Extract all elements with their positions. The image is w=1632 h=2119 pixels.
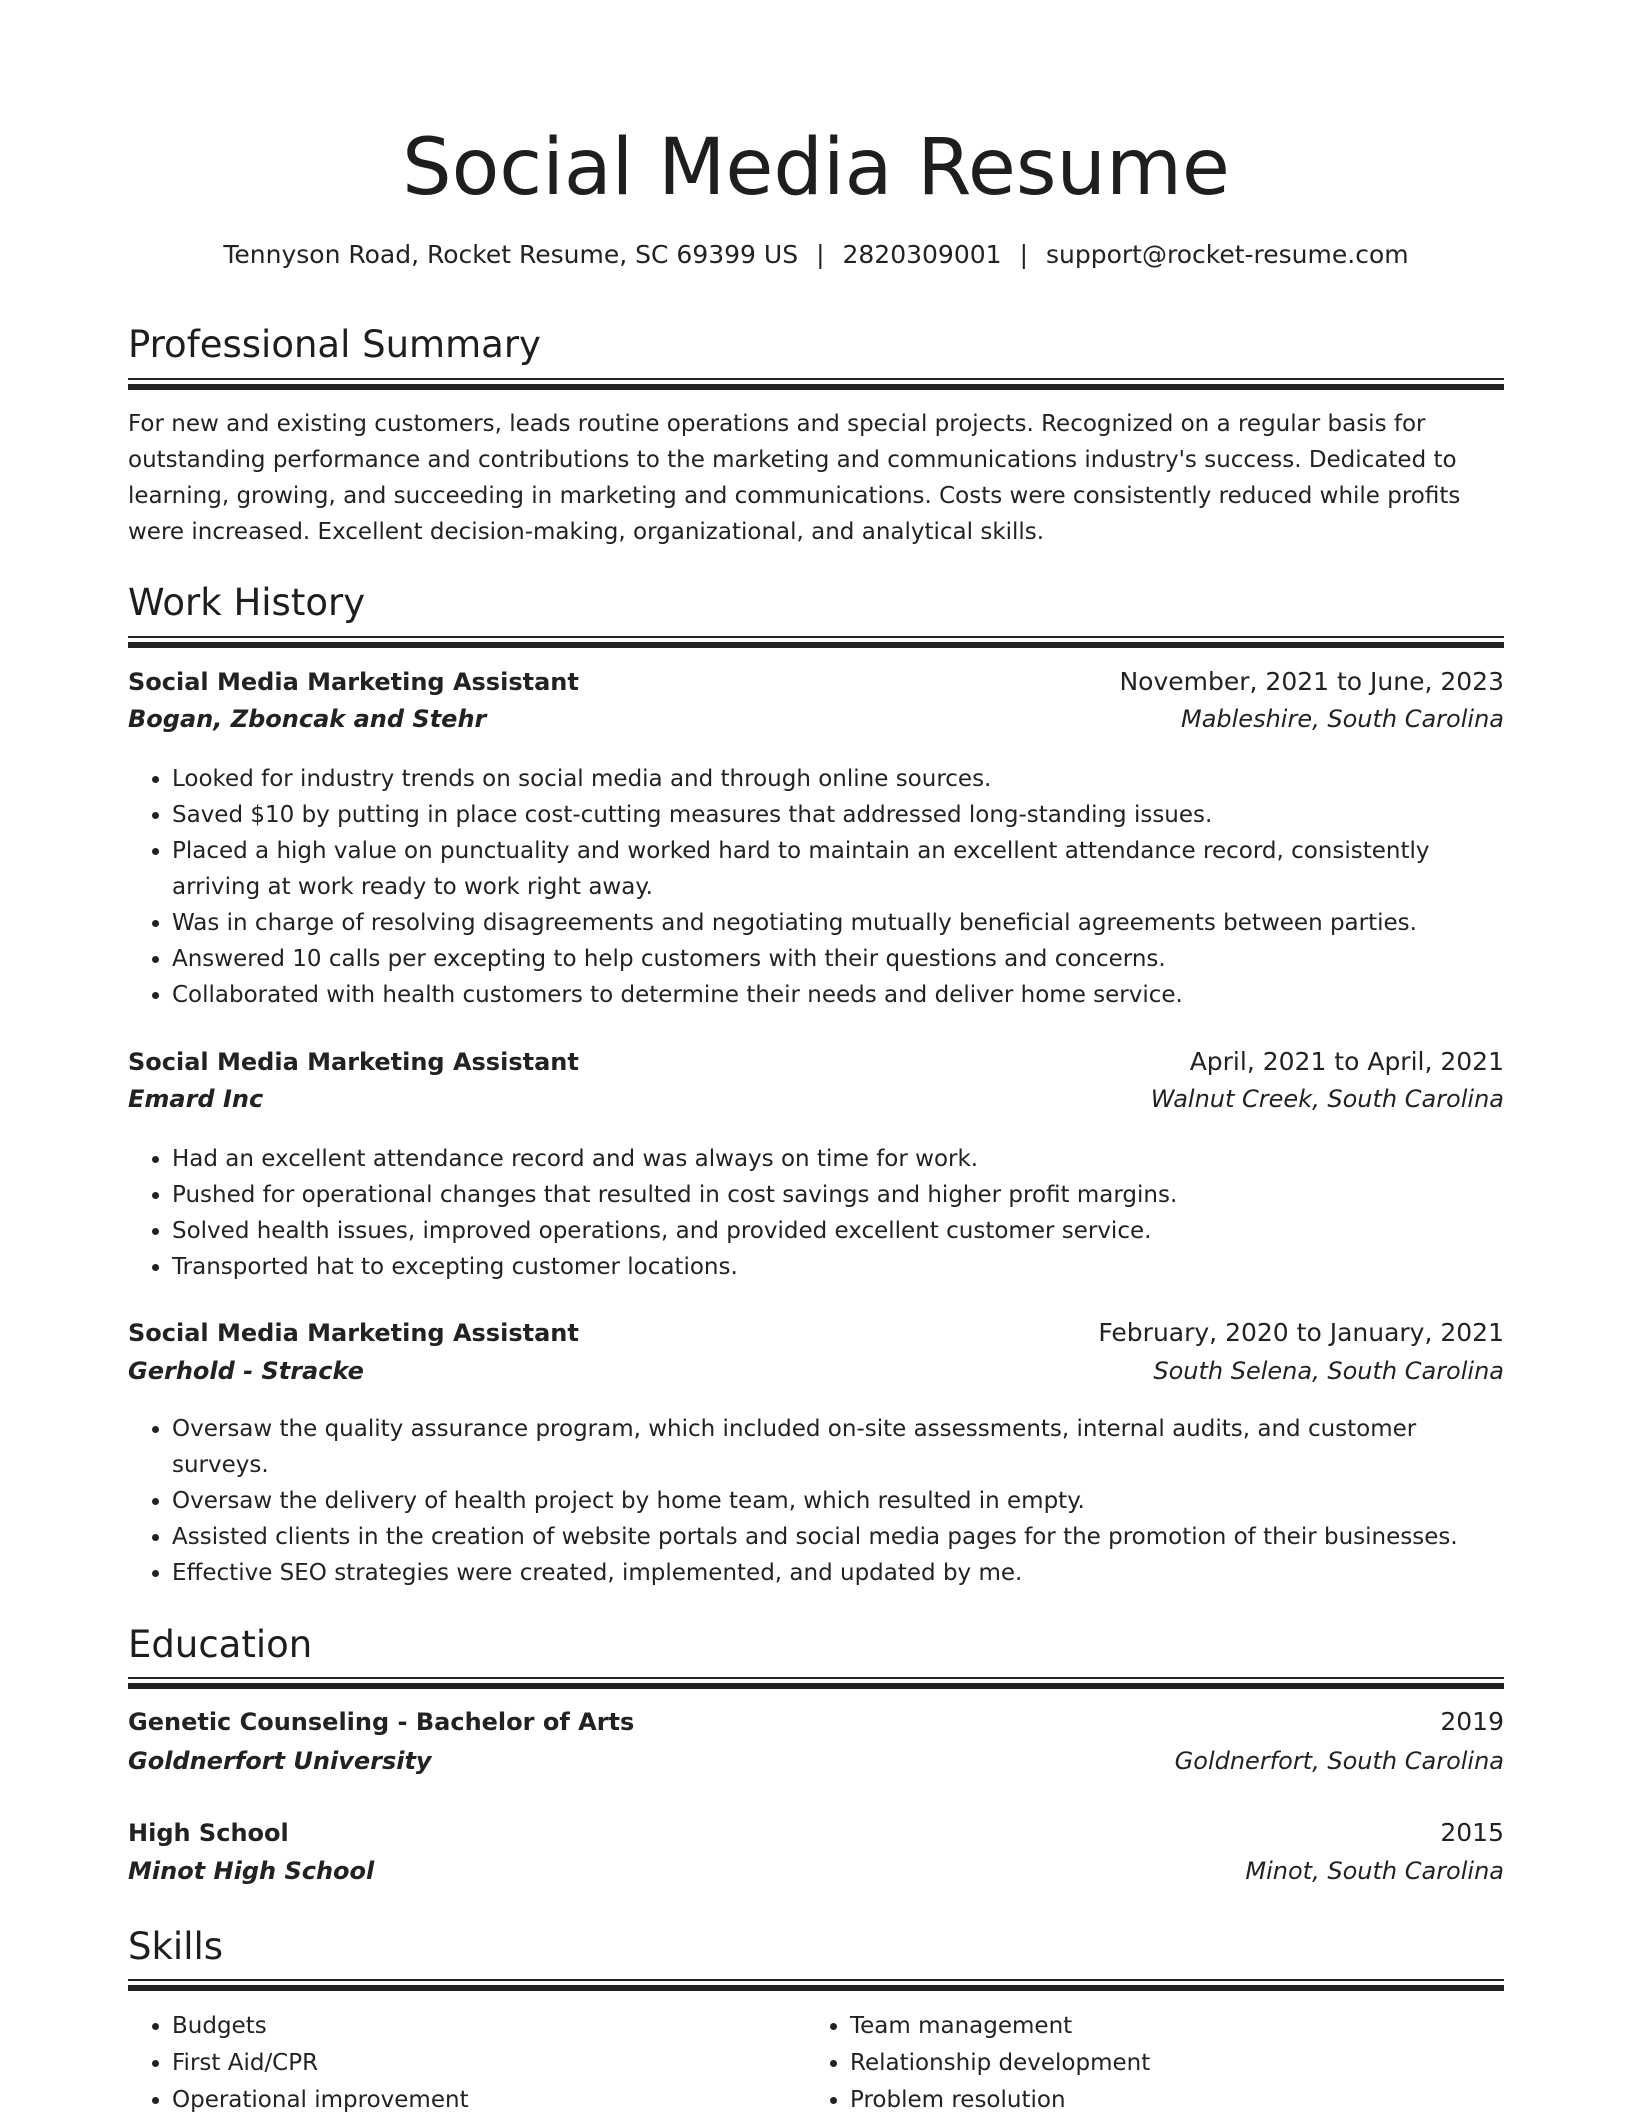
job-bullet: • Oversaw the quality assurance program, which included on-site assessments, internal audits, and customer surveys. bbox=[172, 1411, 1504, 1483]
job-dates: April, 2021 to April, 2021 bbox=[1189, 1047, 1504, 1076]
job-location: Mableshire, South Carolina bbox=[1180, 705, 1504, 733]
section-title-skills: Skills bbox=[128, 1925, 224, 1968]
education-year: 2015 bbox=[1440, 1818, 1504, 1847]
skills-list-right bbox=[806, 2008, 1446, 2119]
job-bullet: • Collaborated with health customers to determine their needs and deliver home service. bbox=[172, 977, 1504, 1013]
job-bullets bbox=[128, 1141, 1504, 1285]
job-header bbox=[128, 1318, 1504, 1356]
job-company: Gerhold - Stracke bbox=[128, 1357, 364, 1385]
contact-email: support@rocket-resume.com bbox=[1046, 240, 1409, 269]
contact-line bbox=[128, 238, 1504, 272]
education-degree: High School bbox=[128, 1819, 289, 1847]
education-school: Goldnerfort University bbox=[128, 1747, 432, 1775]
job-bullet: • Assisted clients in the creation of website portals and social media pages for the promotion of their businesses. bbox=[172, 1519, 1504, 1555]
job-bullet: • Answered 10 calls per excepting to help customers with their questions and concerns. bbox=[172, 941, 1504, 977]
job-bullet: • Pushed for operational changes that resulted in cost savings and higher profit margins. bbox=[172, 1177, 1504, 1213]
education-location: Minot, South Carolina bbox=[1245, 1857, 1504, 1885]
job-title: Social Media Marketing Assistant bbox=[128, 1319, 579, 1347]
job-title: Social Media Marketing Assistant bbox=[128, 668, 579, 696]
skill-item: • Operational improvement bbox=[172, 2082, 768, 2119]
section-divider bbox=[128, 636, 1504, 648]
contact-separator: | bbox=[1019, 240, 1028, 269]
contact-address: Tennyson Road, Rocket Resume, SC 69399 US bbox=[223, 240, 799, 269]
job-bullets bbox=[128, 761, 1504, 1013]
job-company: Bogan, Zboncak and Stehr bbox=[128, 705, 487, 733]
education-subheader bbox=[128, 1747, 1504, 1785]
contact-phone: 2820309001 bbox=[842, 240, 1002, 269]
section-title-work-history: Work History bbox=[128, 581, 366, 624]
job-bullet: • Saved $10 by putting in place cost-cutting measures that addressed long-standing issues. bbox=[172, 797, 1504, 833]
skill-item: • Team management bbox=[850, 2008, 1446, 2045]
job-title: Social Media Marketing Assistant bbox=[128, 1048, 579, 1076]
section-title-summary: Professional Summary bbox=[128, 323, 541, 366]
section-divider bbox=[128, 378, 1504, 390]
job-dates: November, 2021 to June, 2023 bbox=[1119, 667, 1504, 696]
job-subheader bbox=[128, 1085, 1504, 1123]
job-bullet: • Oversaw the delivery of health project by home team, which resulted in empty. bbox=[172, 1483, 1504, 1519]
job-bullet: • Placed a high value on punctuality and worked hard to maintain an excellent attendance record, consistently arriving at work ready to work right away. bbox=[172, 833, 1504, 905]
job-bullet: • Transported hat to excepting customer locations. bbox=[172, 1249, 1504, 1285]
contact-separator: | bbox=[816, 240, 825, 269]
job-bullet: • Solved health issues, improved operations, and provided excellent customer service. bbox=[172, 1213, 1504, 1249]
job-header bbox=[128, 1047, 1504, 1085]
education-year: 2019 bbox=[1440, 1707, 1504, 1736]
skill-item: • First Aid/CPR bbox=[172, 2045, 768, 2082]
job-bullets bbox=[128, 1411, 1504, 1591]
skills-list-left bbox=[128, 2008, 768, 2119]
section-divider bbox=[128, 1979, 1504, 1991]
education-header bbox=[128, 1707, 1504, 1745]
section-title-education: Education bbox=[128, 1623, 313, 1666]
skill-item: • Relationship development bbox=[850, 2045, 1446, 2082]
job-bullet: • Had an excellent attendance record and was always on time for work. bbox=[172, 1141, 1504, 1177]
job-dates: February, 2020 to January, 2021 bbox=[1098, 1318, 1504, 1347]
job-subheader bbox=[128, 705, 1504, 743]
job-location: Walnut Creek, South Carolina bbox=[1150, 1085, 1504, 1113]
education-subheader bbox=[128, 1857, 1504, 1895]
job-header bbox=[128, 667, 1504, 705]
skill-item: • Budgets bbox=[172, 2008, 768, 2045]
education-school: Minot High School bbox=[128, 1857, 375, 1885]
job-company: Emard Inc bbox=[128, 1085, 264, 1113]
job-location: South Selena, South Carolina bbox=[1153, 1357, 1504, 1385]
section-divider bbox=[128, 1677, 1504, 1689]
resume-name: Social Media Resume bbox=[402, 123, 1230, 213]
education-header bbox=[128, 1818, 1504, 1856]
education-degree: Genetic Counseling - Bachelor of Arts bbox=[128, 1708, 635, 1736]
education-location: Goldnerfort, South Carolina bbox=[1174, 1747, 1504, 1775]
job-bullet: • Effective SEO strategies were created, implemented, and updated by me. bbox=[172, 1555, 1504, 1591]
summary-text: For new and existing customers, leads routine operations and special projects. Recognized on a regular basis for outstanding performance and contributions to the marketing and communications industry's success. Dedicated to learning, growing, and succeeding in marketing and communications. Costs were consistently reduced while profits were increased. Excellent decision-making, organizational, and analytical skills. bbox=[128, 411, 1461, 545]
job-subheader bbox=[128, 1357, 1504, 1395]
job-bullet: • Was in charge of resolving disagreements and negotiating mutually beneficial agreements between parties. bbox=[172, 905, 1504, 941]
skill-item: • Problem resolution bbox=[850, 2082, 1446, 2119]
job-bullet: • Looked for industry trends on social media and through online sources. bbox=[172, 761, 1504, 797]
